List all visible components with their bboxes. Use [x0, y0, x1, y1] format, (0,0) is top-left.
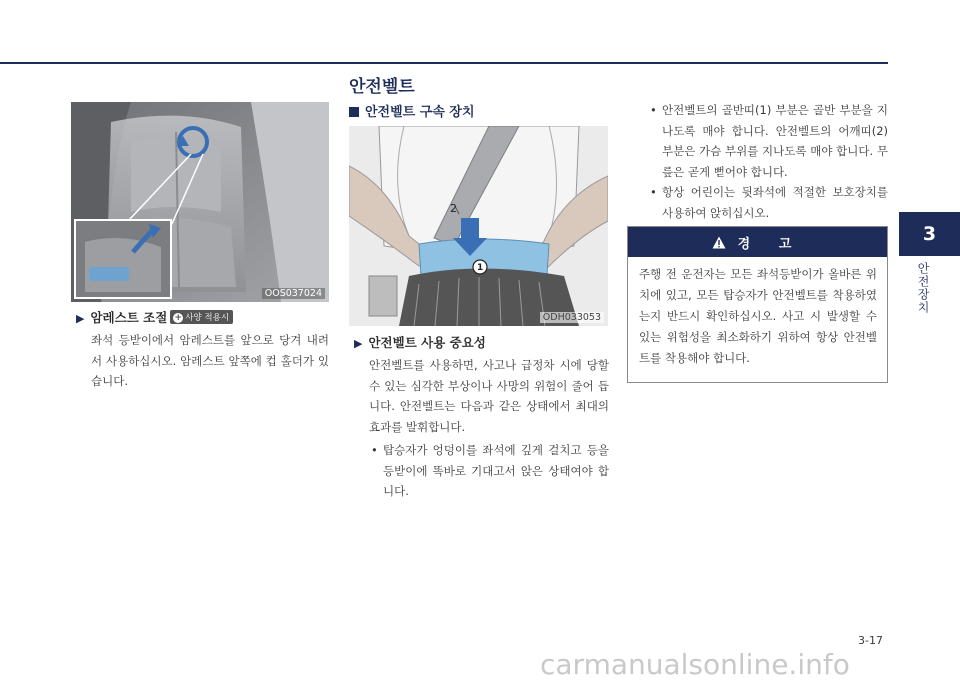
armrest-body: [91, 330, 329, 392]
triangle-bullet-icon: ▶: [354, 337, 363, 350]
top-rule: [0, 62, 888, 64]
warning-triangle-icon: [712, 236, 726, 249]
armrest-heading-text: 암레스트 조절: [90, 310, 168, 325]
importance-heading-text: 안전벨트 사용 중요성: [368, 335, 486, 350]
importance-body: [369, 355, 609, 437]
list-item: • 안전벨트의 골반띠(1) 부분은 골반 부분을 지나도록 매야 합니다. 안전벨트의 어깨띠(2) 부분은 가슴 부위를 지나도록 매야 합니다. 무릎은 곧게 뻗어야 합니다.: [648, 100, 888, 182]
option-badge-text: 사양 적용시: [185, 313, 230, 323]
warning-title: 경 고: [737, 236, 804, 252]
photo-code: ODH033053: [540, 312, 604, 323]
restraint-heading-text: 안전벨트 구속 장치: [365, 105, 475, 120]
restraint-heading: [349, 101, 475, 120]
warning-body: 주행 전 운전자는 모든 좌석등받이가 올바른 위치에 있고, 모든 탑승자가 안전벨트를 착용하였는지 반드시 확인하십시오. 사고 시 발생할 수 있는 위험성을 최소화하기 위하여 항상 안전벨트를 착용해야 합니다.: [639, 267, 877, 365]
warning-header: [628, 227, 887, 257]
option-badge: [170, 310, 233, 324]
callout-1: 1: [477, 263, 484, 273]
chapter-label: 안전장치: [916, 262, 930, 314]
chapter-tab[interactable]: 3: [899, 212, 960, 256]
importance-body-text: 안전벨트를 사용하면, 사고나 급정차 시에 당할 수 있는 심각한 부상이나 사망의 위험이 줄어 듭니다. 안전벨트는 다음과 같은 상태에서 최대의 효과를 발휘합니다.: [369, 358, 609, 434]
square-bullet-icon: [349, 107, 359, 117]
importance-heading: [354, 333, 486, 351]
armrest-illustration: [71, 102, 329, 302]
page-number: 3-17: [858, 634, 883, 647]
list-item: • 항상 어린이는 뒷좌석에 적절한 보호장치를 사용하여 앉히십시오.: [648, 182, 888, 223]
warning-box: [627, 226, 888, 383]
importance-bullets: [369, 440, 609, 502]
callout-2: 2: [450, 202, 457, 215]
page-title: 안전벨트: [349, 77, 415, 97]
posture-bullets: [648, 100, 888, 223]
armrest-photo: [71, 102, 329, 302]
armrest-body-text: 좌석 등받이에서 암레스트를 앞으로 당겨 내려서 사용하십시오. 암레스트 앞쪽에 컵 홀더가 있습니다.: [91, 333, 329, 388]
plus-circle-icon: +: [174, 313, 183, 323]
watermark: carmanualsonline.info: [540, 648, 850, 681]
armrest-heading: [76, 308, 233, 326]
photo-code: OOS037024: [262, 288, 325, 299]
list-item: • 탑승자가 엉덩이를 좌석에 깊게 걸치고 등을 등받이에 똑바로 기대고서 앉은 상태여야 합니다.: [369, 440, 609, 502]
seatbelt-illustration: [349, 126, 608, 326]
triangle-bullet-icon: ▶: [76, 312, 85, 325]
seatbelt-photo: [349, 126, 608, 326]
